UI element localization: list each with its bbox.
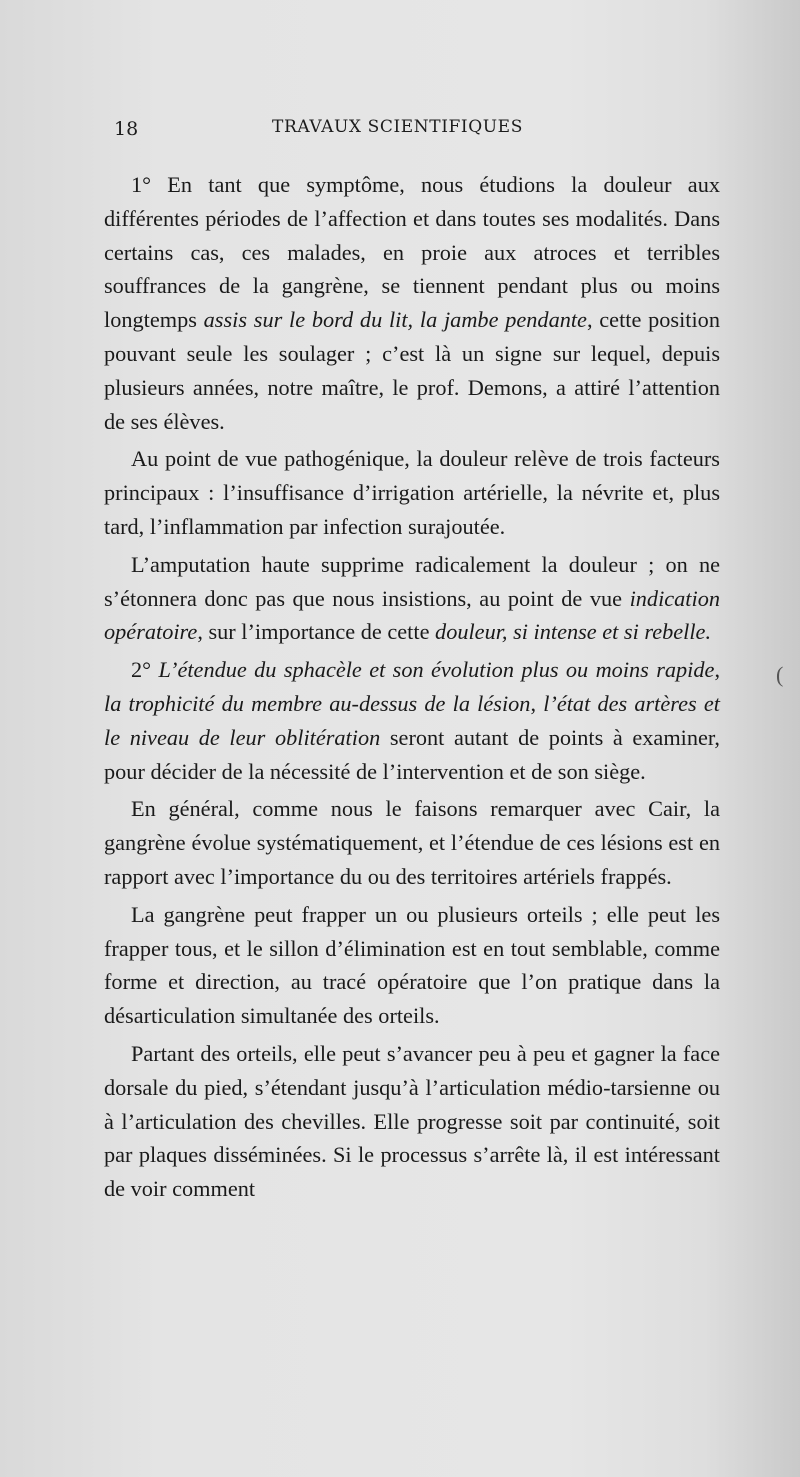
page-header [0,112,800,142]
body-text [104,168,720,1206]
running-title: TRAVAUX SCIENTIFIQUES [272,117,523,137]
text-run: seront autant de points à examiner, pour décider de la nécessité de l’intervention et de son siège. [104,724,721,784]
italic-run: L’étendue du sphacèle et son évolution plus ou moins rapide [158,657,715,683]
paragraph-toes [104,898,720,1033]
text-run: En général, comme nous le faisons remarquer avec Cair, la gangrène évolue systématiquement, et l’étendue de ces lésions est en rapport avec l’importance du ou des territoires artériels frappés. [104,796,720,889]
italic-run: indication opératoire [104,585,720,645]
text-run: , [714,657,721,683]
italic-run: assis sur le bord du lit, la jambe pendante [203,307,587,333]
text-run: La gangrène peut frapper un ou plusieurs orteils ; elle peut les frapper tous, et le sillon d’élimination est en tout semblable, comme forme et direction, au tracé opératoire que l’on pratique dans la désarticulation simultanée des orteils. [104,901,720,1029]
text-run: Au point de vue pathogénique, la douleur relève de trois facteurs principaux : l’insuffisance d’irrigation artérielle, la névrite et, plus tard, l’inflammation par infection surajoutée. [104,446,720,539]
text-run: , cette position pouvant seule les soulager ; c’est là un signe sur lequel, depuis plusieurs années, notre maître, le prof. Demons, a attiré l’attention de ses élèves. [104,307,720,434]
paragraph-extent-sphacelus [104,653,720,788]
text-run: 1° En tant que symptôme, nous étudions la douleur aux différentes périodes de l’affection et dans toutes ses modalités. Dans certains cas, ces malades, en proie aux atroces et terribles souffrances de la gangrène, se tiennent pendant plus ou moins longtemps [104,172,720,333]
text-run: L’amputation haute supprime radicalement la douleur ; on ne s’étonnera donc pas que nous insistions, au point de vue [104,551,720,611]
italic-run: l’état des artères et le niveau de leur oblitération [104,690,720,750]
paragraph-pathogenesis [104,442,720,543]
italic-run: la trophicité du membre au-dessus de la lésion [104,690,531,716]
text-run: , [530,690,544,716]
paragraph-amputation [104,548,720,649]
paragraph-progression [104,1037,720,1206]
italic-run: douleur, si intense et si rebelle. [435,619,712,645]
page-number: 18 [114,118,139,140]
text-run: Partant des orteils, elle peut s’avancer peu à peu et gagner la face dorsale du pied, s’étendant jusqu’à l’articulation médio-tarsienne ou à l’articulation des chevilles. Elle progresse soit par continuité, soit par plaques disséminées. Si le processus s’arrête là, il est intéressant de voir comment [104,1040,720,1202]
margin-mark: ( [776,662,784,687]
paragraph-symptom-pain [104,168,720,438]
text-run: , sur l’importance de cette [197,619,436,645]
text-run: 2° [131,657,159,683]
paragraph-general [104,792,720,893]
